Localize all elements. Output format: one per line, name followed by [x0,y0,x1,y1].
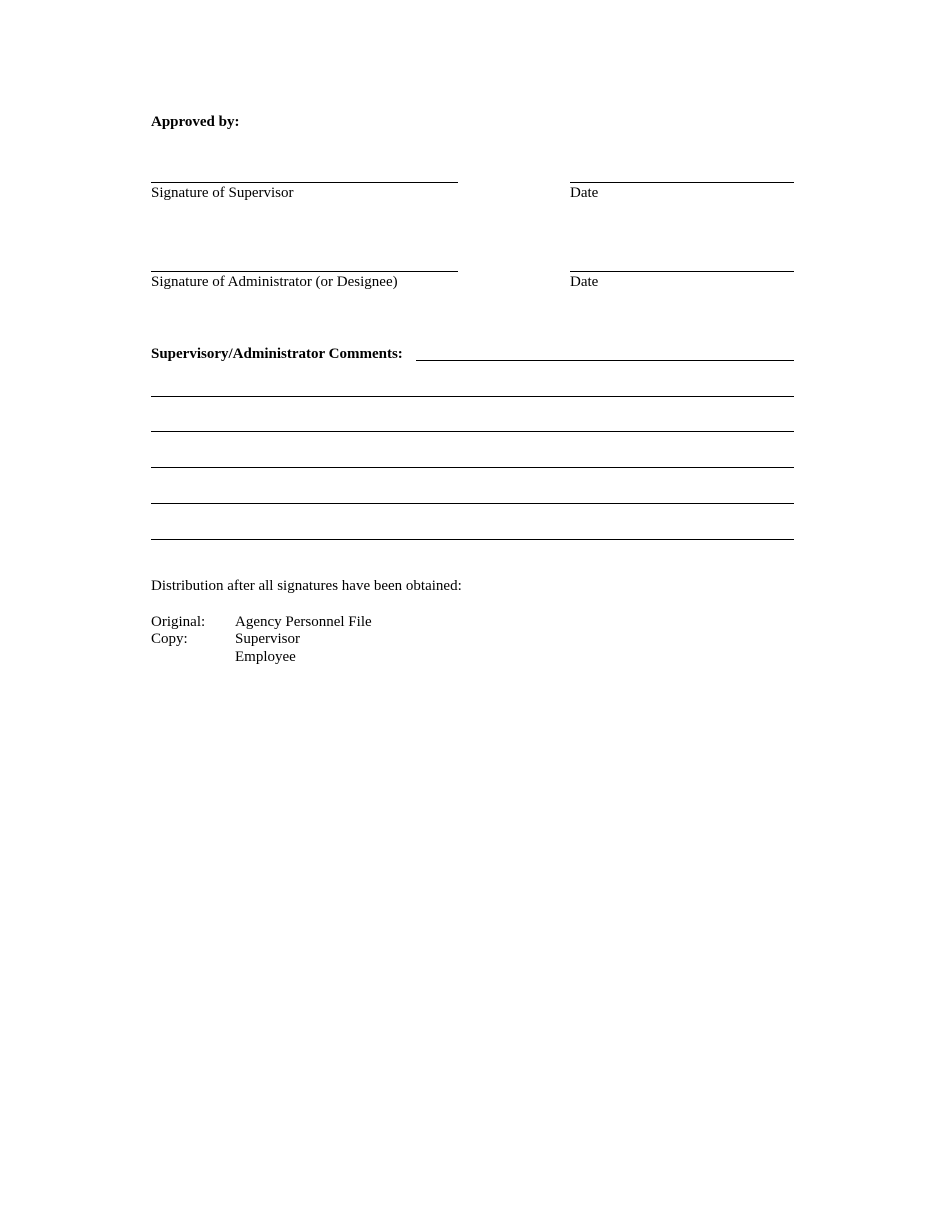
administrator-date-label: Date [570,274,599,290]
supervisor-date-line[interactable] [570,182,794,183]
distribution-copy-employee: Employee [235,649,296,665]
comments-label: Supervisory/Administrator Comments: [151,346,403,362]
comments-line-2[interactable] [151,396,794,397]
administrator-signature-label: Signature of Administrator (or Designee) [151,274,398,290]
comments-line-1[interactable] [416,360,794,361]
comments-line-3[interactable] [151,431,794,432]
supervisor-signature-line[interactable] [151,182,458,183]
distribution-original-label: Original: [151,614,206,630]
administrator-signature-line[interactable] [151,271,458,272]
supervisor-date-label: Date [570,185,599,201]
supervisor-signature-label: Signature of Supervisor [151,185,294,201]
comments-line-4[interactable] [151,467,794,468]
administrator-date-line[interactable] [570,271,794,272]
comments-line-5[interactable] [151,503,794,504]
comments-line-6[interactable] [151,539,794,540]
distribution-intro: Distribution after all signatures have been obtained: [151,578,462,594]
approved-by-heading: Approved by: [151,114,240,130]
distribution-copy-label: Copy: [151,631,188,647]
distribution-original-value: Agency Personnel File [235,614,372,630]
distribution-copy-supervisor: Supervisor [235,631,300,647]
